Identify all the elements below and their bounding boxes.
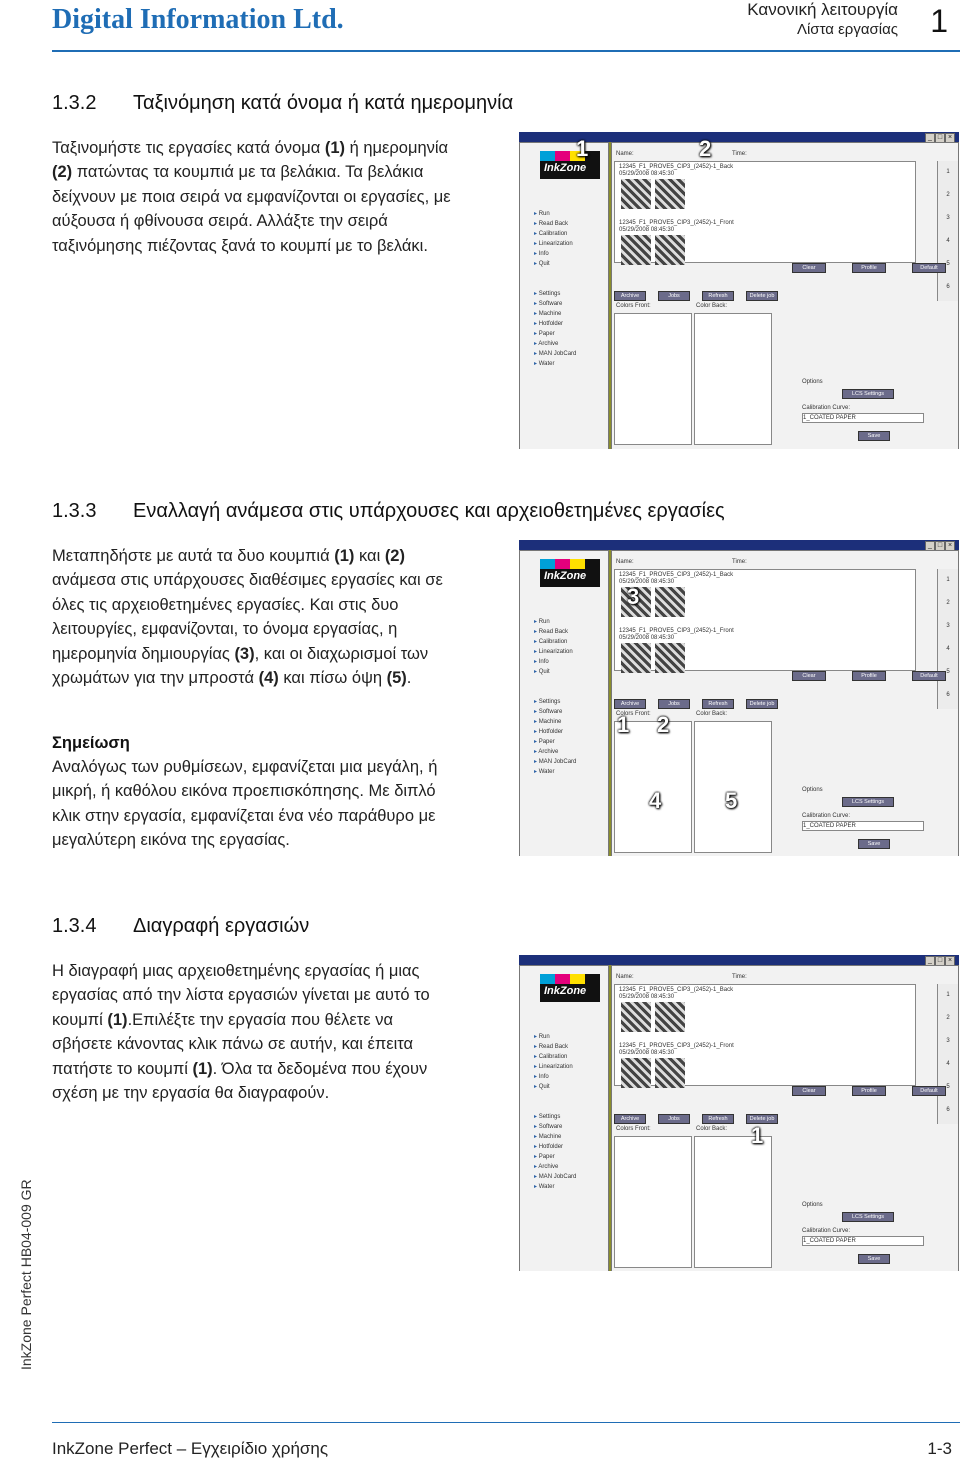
callout-reference: (5): [386, 669, 407, 688]
menu-item[interactable]: ▸ Read Back: [534, 627, 573, 637]
text-run: όλες τις αρχειοθετημένες εργασίες. Και στις δυο: [52, 595, 399, 614]
menu-item[interactable]: ▸ Software: [534, 707, 576, 717]
colors-front-label: Colors Front:: [616, 1126, 651, 1132]
text-run: κουμπί: [52, 1010, 108, 1029]
section-title: Εναλλαγή ανάμεσα στις υπάρχουσες και αρχειοθετημένες εργασίες: [133, 500, 725, 522]
text-run: σβήσετε κάνοντας κλικ πάνω σε αυτήν, και έπειτα: [52, 1035, 414, 1054]
text-run: χρωμάτων για την μπροστά: [52, 669, 259, 688]
unit-number: 3: [946, 1038, 950, 1044]
color-back-label: Color Back:: [696, 711, 728, 717]
column-header-name[interactable]: Name:: [616, 559, 634, 565]
jobs-button[interactable]: Jobs: [658, 1114, 690, 1124]
colors-front-label: Colors Front:: [616, 711, 651, 717]
menu-item[interactable]: ▸ MAN JobCard: [534, 1172, 576, 1182]
job-thumbnail[interactable]: [621, 1058, 651, 1088]
menu-item[interactable]: ▸ Machine: [534, 717, 576, 727]
job-thumbnail[interactable]: [655, 587, 685, 617]
maximize-icon[interactable]: □: [935, 133, 945, 143]
paragraph-line: [52, 1057, 492, 1081]
job-date[interactable]: 05/29/2008 08:45:30: [619, 171, 675, 177]
window-titlebar: [519, 955, 959, 965]
settings-menu: [534, 289, 576, 369]
section-body: [52, 136, 492, 258]
logo-text: InkZone: [544, 162, 587, 174]
front-preview[interactable]: [614, 313, 692, 445]
paragraph-line: [52, 185, 492, 209]
window-titlebar: [519, 540, 959, 550]
profile-button[interactable]: Profile: [852, 671, 886, 681]
page-number: 1-3: [927, 1439, 952, 1458]
menu-item[interactable]: ▸ Water: [534, 767, 576, 777]
callout-reference: (2): [52, 163, 73, 182]
job-date[interactable]: 05/29/2008 08:45:30: [619, 635, 675, 641]
text-run: ταξινόμησης πιέζοντας ξανά το κουμπί με το βελάκι.: [52, 236, 428, 255]
column-header-name[interactable]: Name:: [616, 974, 634, 980]
app-screenshot: [519, 540, 959, 856]
callout-number: 3: [627, 584, 640, 609]
menu-item[interactable]: ▸ Hotfolder: [534, 319, 576, 329]
paragraph-line: [52, 666, 492, 690]
callout-number: 2: [699, 136, 712, 161]
clear-button[interactable]: Clear: [792, 263, 826, 273]
job-thumbnail[interactable]: [621, 643, 651, 673]
paragraph-line: [52, 959, 492, 983]
unit-number: 6: [946, 284, 950, 290]
refresh-button[interactable]: Refresh: [702, 1114, 734, 1124]
section-body: [52, 544, 492, 690]
logo-text: InkZone: [544, 570, 587, 582]
text-run: πατήστε το κουμπί: [52, 1059, 193, 1078]
unit-number: 1: [946, 577, 950, 583]
unit-number: 3: [946, 215, 950, 221]
refresh-button[interactable]: Refresh: [702, 699, 734, 709]
paragraph-line: [52, 617, 492, 641]
footer-title: InkZone Perfect – Εγχειρίδιο χρήσης: [52, 1439, 329, 1458]
job-name[interactable]: 12345_F1_PROVE5_CIP3_(2452)-1_Front: [619, 220, 734, 226]
callout-reference: (1): [324, 139, 346, 157]
text-run: Η διαγραφή μιας αρχειοθετημένης εργασίας ή μιας: [52, 962, 420, 980]
section-body: [52, 959, 492, 1105]
note-body: [52, 755, 492, 853]
paragraph-line: [52, 209, 492, 233]
text-run: ή ημερομηνία: [345, 139, 449, 157]
calibration-curve-select[interactable]: 1_COATED PAPER: [802, 413, 924, 423]
calibration-curve-label: Calibration Curve:: [802, 813, 851, 819]
archive-button[interactable]: Archive: [614, 1114, 646, 1124]
unit-number: 1: [946, 169, 950, 175]
job-list[interactable]: [614, 161, 916, 263]
logo-text: InkZone: [544, 985, 587, 997]
column-header-name[interactable]: Name:: [616, 151, 634, 157]
menu-item[interactable]: ▸ Paper: [534, 329, 576, 339]
job-name[interactable]: 12345_F1_PROVE5_CIP3_(2452)-1_Back: [619, 164, 734, 170]
unit-number: 5: [946, 669, 950, 675]
job-name[interactable]: 12345_F1_PROVE5_CIP3_(2452)-1_Front: [619, 1043, 734, 1049]
clear-button[interactable]: Clear: [792, 1086, 826, 1096]
callout-reference: (1): [334, 547, 355, 565]
lcs-settings-button[interactable]: LCS Settings: [842, 389, 894, 399]
note-line: κλικ στην εργασία, εμφανίζεται ένα νέο παράθυρο με: [52, 806, 436, 825]
note-heading: Σημείωση: [52, 734, 130, 752]
menu-item[interactable]: ▸ Archive: [534, 747, 576, 757]
back-preview[interactable]: [694, 1136, 772, 1268]
menu-item[interactable]: ▸ Settings: [534, 1112, 576, 1122]
unit-number: 2: [946, 1015, 950, 1021]
company-name: Digital Information Ltd.: [52, 4, 344, 35]
jobs-button[interactable]: Jobs: [658, 291, 690, 301]
job-thumbnail[interactable]: [655, 179, 685, 209]
menu-item[interactable]: ▸ Settings: [534, 697, 576, 707]
default-button[interactable]: Default: [912, 1086, 946, 1096]
job-name[interactable]: 12345_F1_PROVE5_CIP3_(2452)-1_Back: [619, 572, 734, 578]
text-run: . Όλα τα δεδομένα που έχουν: [212, 1059, 428, 1078]
unit-number: 4: [946, 1061, 950, 1067]
section-number: 1.3.2: [52, 92, 97, 114]
job-list[interactable]: [614, 569, 916, 671]
text-run: Μεταπηδήστε με αυτά τα δυο κουμπιά: [52, 547, 335, 565]
logo: [540, 569, 600, 587]
unit-number: 1: [946, 992, 950, 998]
menu-item[interactable]: ▸ Paper: [534, 1152, 576, 1162]
paragraph-line: [52, 544, 492, 568]
unit-number: 5: [946, 261, 950, 267]
unit-number: 4: [946, 646, 950, 652]
paragraph-line: [52, 160, 492, 184]
callout-number: 2: [657, 712, 670, 737]
close-icon[interactable]: ×: [945, 541, 955, 551]
callout-number: 1: [576, 136, 589, 161]
text-run: και: [354, 547, 385, 565]
section-title: Διαγραφή εργασιών: [133, 915, 310, 937]
text-run: .Επιλέξτε την εργασία που θέλετε να: [127, 1010, 394, 1029]
header-subtitle: Λίστα εργασίας: [796, 21, 898, 38]
menu-item[interactable]: ▸ Calibration: [534, 637, 573, 647]
logo: [540, 161, 600, 179]
archive-button[interactable]: Archive: [614, 291, 646, 301]
profile-button[interactable]: Profile: [852, 263, 886, 273]
delete-job-button[interactable]: Delete job: [746, 699, 778, 709]
menu-item[interactable]: ▸ Read Back: [534, 219, 573, 229]
callout-number: 1: [751, 1123, 764, 1148]
menu-item[interactable]: ▸ Linearization: [534, 239, 573, 249]
paragraph-line: [52, 1008, 492, 1032]
text-run: δείχνουν με ποια σειρά να εμφανίζονται οι εργασίες, με: [52, 187, 451, 206]
menu-item[interactable]: ▸ Quit: [534, 259, 573, 269]
job-date[interactable]: 05/29/2008 08:45:30: [619, 1050, 675, 1056]
menu-item[interactable]: ▸ Quit: [534, 1082, 573, 1092]
unit-numbers: [937, 984, 958, 1124]
close-icon[interactable]: ×: [945, 956, 955, 966]
job-name[interactable]: 12345_F1_PROVE5_CIP3_(2452)-1_Front: [619, 628, 734, 634]
paragraph-line: [52, 642, 492, 666]
callout-number: 4: [649, 788, 662, 813]
menu-item[interactable]: ▸ MAN JobCard: [534, 757, 576, 767]
header-title: Κανονική λειτουργία: [747, 0, 898, 19]
callout-reference: (2): [384, 547, 405, 565]
job-thumbnail[interactable]: [655, 235, 685, 265]
menu-item[interactable]: ▸ Info: [534, 249, 573, 259]
calibration-curve-select[interactable]: 1_COATED PAPER: [802, 821, 924, 831]
logo: [540, 984, 600, 1002]
options-label: Options: [802, 379, 823, 385]
clear-button[interactable]: Clear: [792, 671, 826, 681]
text-run: ανάμεσα στις υπάρχουσες διαθέσιμες εργασίες και σε: [52, 571, 443, 590]
lcs-settings-button[interactable]: LCS Settings: [842, 1212, 894, 1222]
minimize-icon[interactable]: _: [925, 541, 935, 551]
text-run: εργασίας από την λίστα εργασιών γίνεται με αυτό το: [52, 986, 430, 1005]
unit-number: 2: [946, 600, 950, 606]
callout-number: 5: [725, 788, 738, 813]
unit-number: 3: [946, 623, 950, 629]
header-rule: [52, 50, 960, 52]
job-thumbnail[interactable]: [655, 1058, 685, 1088]
paragraph-line: [52, 568, 492, 592]
menu-item[interactable]: ▸ Hotfolder: [534, 727, 576, 737]
refresh-button[interactable]: Refresh: [702, 291, 734, 301]
app-screenshot: [519, 132, 959, 449]
text-run: .: [406, 669, 412, 688]
options-label: Options: [802, 1202, 823, 1208]
main-menu: [534, 209, 573, 269]
default-button[interactable]: Default: [912, 263, 946, 273]
calibration-curve-label: Calibration Curve:: [802, 1228, 851, 1234]
calibration-curve-select[interactable]: 1_COATED PAPER: [802, 1236, 924, 1246]
note-line: Αναλόγως των ρυθμίσεων, εμφανίζεται μια μεγάλη, ή: [52, 758, 438, 776]
profile-button[interactable]: Profile: [852, 1086, 886, 1096]
menu-item[interactable]: ▸ Machine: [534, 1132, 576, 1142]
job-thumbnail[interactable]: [655, 643, 685, 673]
archive-button[interactable]: Archive: [614, 699, 646, 709]
note-line: μικρή, ή καθόλου εικόνα προεπισκόπησης. Με διπλό: [52, 782, 436, 801]
job-list[interactable]: [614, 984, 916, 1086]
logo-color-stripe: [540, 974, 600, 984]
job-thumbnail[interactable]: [621, 179, 651, 209]
job-thumbnail[interactable]: [621, 235, 651, 265]
unit-number: 4: [946, 238, 950, 244]
navigation-panel: [519, 965, 609, 1271]
paragraph-line: [52, 1032, 492, 1056]
menu-item[interactable]: ▸ Info: [534, 657, 573, 667]
main-menu: [534, 617, 573, 677]
menu-item[interactable]: ▸ Quit: [534, 667, 573, 677]
menu-item[interactable]: ▸ Machine: [534, 309, 576, 319]
menu-item[interactable]: ▸ Software: [534, 299, 576, 309]
column-header-time[interactable]: Time:: [732, 151, 747, 157]
content-panel: [611, 142, 959, 449]
menu-item[interactable]: ▸ Calibration: [534, 229, 573, 239]
job-thumbnail[interactable]: [621, 1002, 651, 1032]
menu-item[interactable]: ▸ Software: [534, 1122, 576, 1132]
menu-item[interactable]: ▸ Read Back: [534, 1042, 573, 1052]
section-number: 1.3.3: [52, 500, 97, 522]
menu-item[interactable]: ▸ Hotfolder: [534, 1142, 576, 1152]
job-date[interactable]: 05/29/2008 08:45:30: [619, 994, 675, 1000]
column-header-time[interactable]: Time:: [732, 559, 747, 565]
chapter-number: 1: [930, 3, 948, 39]
column-header-time[interactable]: Time:: [732, 974, 747, 980]
text-run: πατώντας τα κουμπιά με τα βελάκια. Τα βελάκια: [72, 163, 424, 182]
unit-numbers: [937, 569, 958, 709]
colors-front-label: Colors Front:: [616, 303, 651, 309]
delete-job-button[interactable]: Delete job: [746, 1114, 778, 1124]
color-back-label: Color Back:: [696, 303, 728, 309]
section-number: 1.3.4: [52, 915, 97, 937]
callout-reference: (1): [192, 1059, 213, 1078]
job-date[interactable]: 05/29/2008 08:45:30: [619, 579, 675, 585]
menu-item[interactable]: ▸ Water: [534, 359, 576, 369]
settings-menu: [534, 697, 576, 777]
default-button[interactable]: Default: [912, 671, 946, 681]
unit-number: 6: [946, 1107, 950, 1113]
text-run: και πίσω όψη: [278, 669, 387, 688]
minimize-icon[interactable]: _: [925, 956, 935, 966]
back-preview[interactable]: [694, 721, 772, 853]
menu-item[interactable]: ▸ Calibration: [534, 1052, 573, 1062]
text-run: , και οι διαχωρισμοί των: [254, 644, 429, 663]
callout-reference: (1): [107, 1010, 128, 1029]
menu-item[interactable]: ▸ Run: [534, 617, 573, 627]
text-run: αύξουσα ή φθίνουσα σειρά. Αλλάξτε την σειρά: [52, 212, 388, 231]
menu-item[interactable]: ▸ Settings: [534, 289, 576, 299]
text-run: Ταξινομήστε τις εργασίες κατά όνομα: [52, 139, 325, 157]
menu-item[interactable]: ▸ MAN JobCard: [534, 349, 576, 359]
save-button[interactable]: Save: [858, 431, 890, 441]
jobs-button[interactable]: Jobs: [658, 699, 690, 709]
menu-item[interactable]: ▸ Water: [534, 1182, 576, 1192]
maximize-icon[interactable]: □: [935, 956, 945, 966]
menu-item[interactable]: ▸ Archive: [534, 1162, 576, 1172]
text-run: ημερομηνία δημιουργίας: [52, 644, 235, 663]
menu-item[interactable]: ▸ Archive: [534, 339, 576, 349]
unit-number: 5: [946, 1084, 950, 1090]
note-line: μεγαλύτερη εικόνα της εργασίας.: [52, 831, 290, 850]
menu-item[interactable]: ▸ Run: [534, 1032, 573, 1042]
paragraph-line: [52, 1081, 492, 1105]
callout-reference: (3): [234, 644, 255, 663]
options-label: Options: [802, 787, 823, 793]
calibration-curve-label: Calibration Curve:: [802, 405, 851, 411]
close-icon[interactable]: ×: [945, 133, 955, 143]
content-panel: [611, 965, 959, 1271]
document-code: InkZone Perfect HB04-009 GR: [18, 1179, 34, 1370]
callout-reference: (4): [258, 669, 279, 688]
paragraph-line: [52, 136, 492, 160]
unit-number: 2: [946, 192, 950, 198]
settings-menu: [534, 1112, 576, 1192]
navigation-panel: [519, 550, 609, 856]
logo-color-stripe: [540, 151, 600, 161]
callout-number: 1: [617, 712, 630, 737]
menu-item[interactable]: ▸ Info: [534, 1072, 573, 1082]
app-screenshot: [519, 955, 959, 1271]
menu-item[interactable]: ▸ Paper: [534, 737, 576, 747]
job-date[interactable]: 05/29/2008 08:45:30: [619, 227, 675, 233]
save-button[interactable]: Save: [858, 839, 890, 849]
maximize-icon[interactable]: □: [935, 541, 945, 551]
paragraph-line: [52, 234, 492, 258]
text-run: σχέση με την εργασία θα διαγραφούν.: [52, 1084, 330, 1103]
save-button[interactable]: Save: [858, 1254, 890, 1264]
menu-item[interactable]: ▸ Run: [534, 209, 573, 219]
front-preview[interactable]: [614, 721, 692, 853]
menu-item[interactable]: ▸ Linearization: [534, 647, 573, 657]
paragraph-line: [52, 593, 492, 617]
color-back-label: Color Back:: [696, 1126, 728, 1132]
front-preview[interactable]: [614, 1136, 692, 1268]
lcs-settings-button[interactable]: LCS Settings: [842, 797, 894, 807]
unit-numbers: [937, 161, 958, 301]
job-thumbnail[interactable]: [655, 1002, 685, 1032]
menu-item[interactable]: ▸ Linearization: [534, 1062, 573, 1072]
paragraph-line: [52, 983, 492, 1007]
delete-job-button[interactable]: Delete job: [746, 291, 778, 301]
minimize-icon[interactable]: _: [925, 133, 935, 143]
section-title: Ταξινόμηση κατά όνομα ή κατά ημερομηνία: [133, 92, 514, 114]
job-name[interactable]: 12345_F1_PROVE5_CIP3_(2452)-1_Back: [619, 987, 734, 993]
footer-rule: [52, 1422, 960, 1423]
text-run: λειτουργίες, εμφανίζονται, το όνομα εργασίας, η: [52, 620, 398, 639]
main-menu: [534, 1032, 573, 1092]
logo-color-stripe: [540, 559, 600, 569]
content-panel: [611, 550, 959, 856]
unit-number: 6: [946, 692, 950, 698]
navigation-panel: [519, 142, 609, 449]
back-preview[interactable]: [694, 313, 772, 445]
